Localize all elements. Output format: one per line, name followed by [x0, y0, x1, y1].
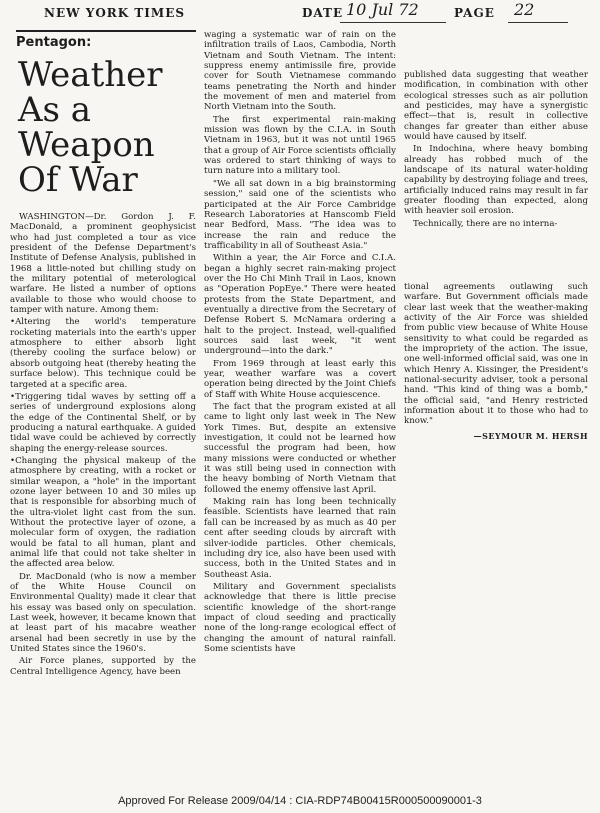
bullet-paragraph: • Changing the physical makeup of the atmosphere by creating, with a rocket or similar weapon, a "hole" in the important ozone layer between 10 and 30 miles up that is responsible for absorbing much of the ultra-violet light cast from the sun. Without the protective layer of ozone, a molecular form of oxygen, the radiation would be fatal to all human, plant and animal life that could not take shelter in the affected area below.: [10, 456, 196, 570]
date-underline: [340, 22, 446, 23]
page-label: PAGE: [454, 6, 495, 20]
bullet-paragraph: • Triggering tidal waves by setting off a series of underground explosions along the edge of the Continental Shelf, or by producing a natural earthquake. A guided tidal wave could be achieved by correctly shaping the energy-release sources.: [10, 392, 196, 454]
byline-signature: —SEYMOUR M. HERSH: [473, 430, 588, 441]
article-headline: [18, 55, 196, 200]
source-label: NEW YORK TIMES: [44, 6, 186, 20]
headline-line: Weapon: [18, 125, 155, 165]
article-kicker: Pentagon:: [16, 30, 196, 50]
headline-line: Of War: [18, 160, 138, 200]
paragraph: Technically, there are no interna-: [413, 218, 558, 229]
article-column-3: [404, 30, 588, 782]
headline-line: Weather: [18, 55, 163, 95]
headline-line: As a: [18, 90, 92, 130]
column-3-bottom-fragment: [404, 282, 588, 443]
paragraph: In Indochina, where heavy bombing already has robbed much of the landscape of its natural water-holding capability by destroying foliage and trees, artificially induced rains may result in far greater flooding than expected, along with heavier soil erosion.: [404, 144, 588, 217]
bullet-paragraph: • Altering the world's temperature rocketing materials into the earth's upper atmosphere to either absorb light (thereby cooling the surface below) or absorb outgoing heat (thereby heating the surface below). This technique could be targeted at a specific area.: [10, 317, 196, 389]
release-stamp: Approved For Release 2009/04/14 : CIA-RDP74B00415R000500090001-3: [118, 795, 482, 807]
column-3-top-fragment: [404, 70, 588, 231]
paragraph: The first experimental rain-making mission was flown by the C.I.A. in South Vietnam in 1963, but it was not until 1965 that a group of Air Force scientists officially was ordered to start thinking of ways to turn nature into a military tool.: [204, 114, 396, 177]
date-value: 10 Jul 72: [346, 0, 419, 19]
article-column-2: [204, 30, 396, 782]
page-underline: [508, 22, 568, 23]
article-column-1: [10, 30, 196, 782]
page-value: 22: [514, 0, 535, 19]
paragraph: Air Force planes, supported by the Central Intelligence Agency, have been: [10, 656, 196, 677]
paragraph: From 1969 through at least early this year, weather warfare was a covert operation being directed by the Joint Chiefs of Staff with White House acquiescence.: [204, 358, 396, 400]
paragraph: tional agreements outlawing such warfare. But Government officials made clear last week that the weather-making activity of the Air Force was shielded from public view because of White House sensitivity to what could be regarded as the impropriety of the action. The issue, one well-informed official said, was one in which Henry A. Kissinger, the President's national-security adviser, took a personal hand. "This kind of thing was a bomb," the official said, "and Henry restricted information about it to those who had to know.": [404, 282, 588, 427]
paragraph: Within a year, the Air Force and C.I.A. began a highly secret rain-making project over the Ho Chi Minh Trail in Laos, known as "Operation PopEye." There were heated protests from the State Department, and eventually a directive from the Secretary of Defense Robert S. McNamara ordering a halt to the project. Instead, well-qualified sources said last week, "it went underground—into the dark.": [204, 253, 396, 357]
date-label: DATE: [302, 6, 344, 20]
paragraph: Military and Government specialists acknowledge that there is little precise scientific knowledge of the short-range impact of cloud seeding and practically none of the long-range ecological effect of changing the amount of natural rainfall. Some scientists have: [204, 581, 396, 654]
clipping-header: [0, 0, 600, 28]
paragraph: "We all sat down in a big brainstorming session," said one of the scientists who participated at the Air Force Cambridge Research Laboratories at Hanscomb Field near Bedford, Mass. "The idea was to increase the rain and reduce the trafficability in all of Southeast Asia.": [204, 178, 396, 251]
paragraph: WASHINGTON—Dr. Gordon J. F. MacDonald, a prominent geophysicist who had just completed a tour as vice president of the Defense Department's Institute of Defense Analysis, published in 1968 a little-noted but chilling study on the military potential of meterological warfare. He listed a number of options available to those who would choose to tamper with nature. Among them:: [10, 212, 196, 316]
paragraph: published data suggesting that weather modification, in combination with other ecological stresses such as air pollution and pesticides, may have a synergistic effect—that is, result in collective changes far greater than either abuse would have caused by itself.: [404, 70, 588, 143]
news-clipping: [10, 30, 592, 782]
paragraph: Dr. MacDonald (who is now a member of the White House Council on Environmental Quality) made it clear that his essay was based only on speculation. Last week, however, it became known that at least part of his macabre weather arsenal had been secretly in use by the United States since the 1960's.: [10, 571, 196, 655]
paragraph: The fact that the program existed at all came to light only last week in The New York Times. But, despite an extensive investigation, it could not be learned how successful the program had been, how many missions were conducted or whether it was still being used in connection with the heavy bombing of North Vietnam that followed the enemy offensive last April.: [204, 402, 396, 495]
paragraph: waging a systematic war of rain on the infiltration trails of Laos, Cambodia, North Vietnam and South Vietnam. The intent: suppress enemy antimissile fire, provide cover for South Vietnamese commando teams penetrating the North and hinder the movement of men and materiel from North Vietnam into the South.: [204, 30, 396, 113]
paragraph: Making rain has long been technically feasible. Scientists have learned that rain fall can be increased by as much as 40 per cent after seeding clouds by aircraft with silver-iodide particles. Other chemicals, including dry ice, also have been used with success, both in the United States and in Southeast Asia.: [204, 497, 396, 580]
